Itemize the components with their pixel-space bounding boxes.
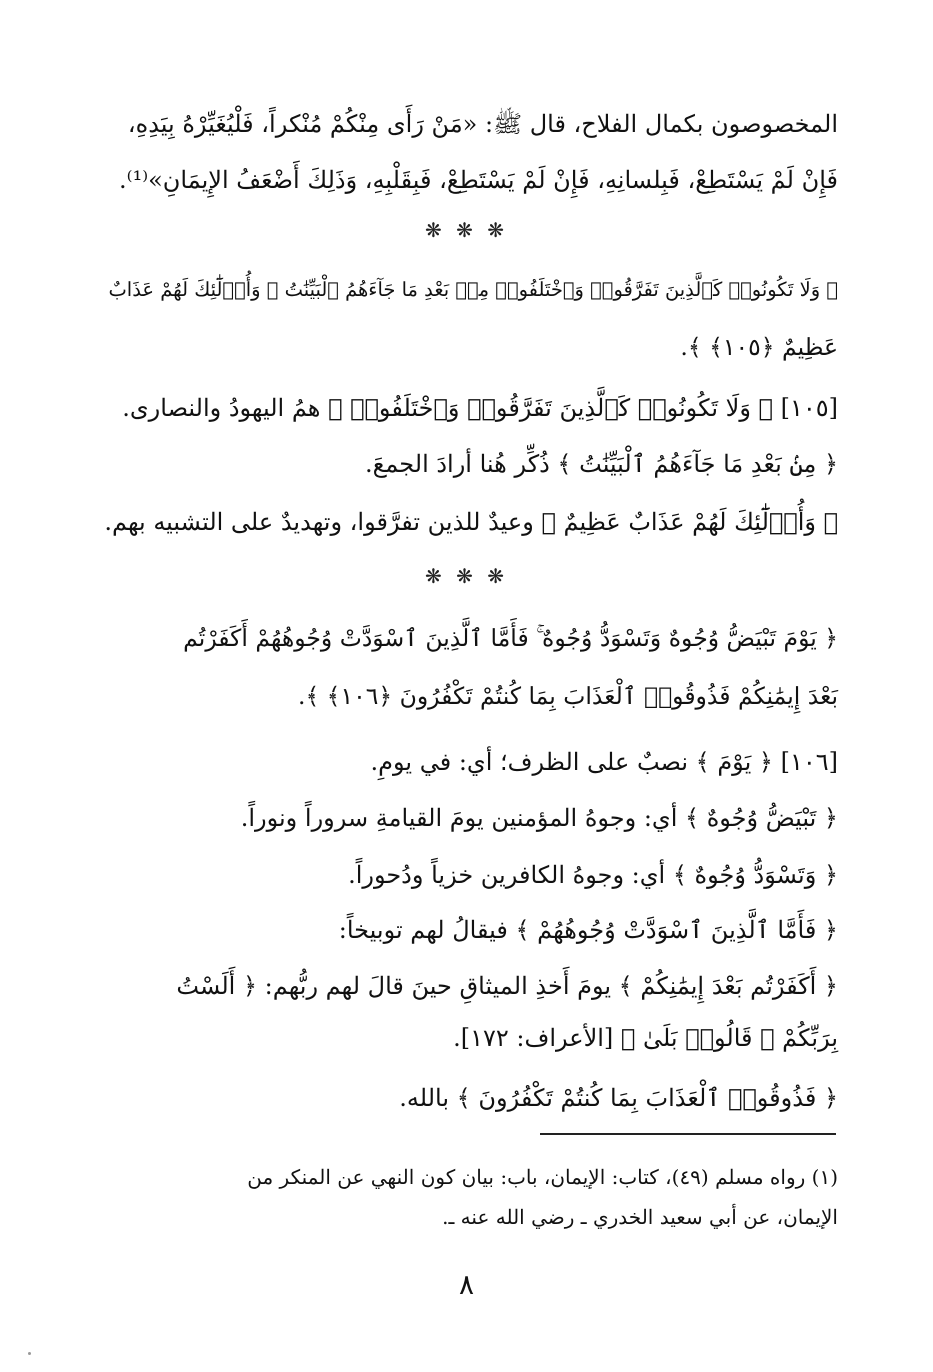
section-separator-2: ❋ ❋ ❋ <box>425 564 508 588</box>
page-number: ٨ <box>458 1268 475 1301</box>
section-separator-1: ❋ ❋ ❋ <box>425 218 508 242</box>
commentary-105-1: [١٠٥] ﴿ وَلَا تَكُونُوا۟ كَٱلَّذِينَ تَفَرَّقُوا۟ وَٱخْتَلَفُوا۟ ﴾ همُ اليهودُ والنصارى. <box>122 394 838 422</box>
commentary-106-3: ﴿ وَتَسْوَدُّ وُجُوهٌ ﴾ أي: وجوهُ الكافرين خزياً ودُحوراً. <box>348 861 838 889</box>
scan-speck <box>28 1352 31 1355</box>
text-line-2: فَإِنْ لَمْ يَسْتَطِعْ، فَبِلسانِهِ، فَإِنْ لَمْ يَسْتَطِعْ، فَبِقَلْبِهِ، وَذَلِكَ أَضْعَفُ الإِيمَانِ»⁽¹⁾. <box>119 166 838 194</box>
commentary-106-6: بِرَبِّكُمْ ۖ قَالُوا۟ بَلَىٰ ﴾ [الأعراف: ١٧٢]. <box>453 1024 838 1052</box>
footnote-line-1: (١) رواه مسلم (٤٩)، كتاب: الإيمان، باب: بيان كون النهي عن المنكر من <box>247 1165 838 1189</box>
verse-106-line-2: بَعْدَ إِيمَٰنِكُمْ فَذُوقُوا۟ ٱلْعَذَابَ بِمَا كُنتُمْ تَكْفُرُونَ ﴿١٠٦﴾ ﴾. <box>297 682 838 710</box>
text-line-1: المخصوصون بكمال الفلاح، قال ﷺ: «مَنْ رَأَى مِنْكُمْ مُنْكراً، فَلْيُغَيِّرْهُ بِيَدِهِ، <box>127 110 838 138</box>
footnote-rule <box>540 1133 836 1135</box>
commentary-106-7: ﴿ فَذُوقُوا۟ ٱلْعَذَابَ بِمَا كُنتُمْ تَكْفُرُونَ ﴾ بالله. <box>399 1084 838 1112</box>
footnote-line-2: الإيمان، عن أبي سعيد الخدري ـ رضي الله عنه ـ. <box>442 1205 838 1229</box>
commentary-105-3: ﴿ وَأُو۟لَٰٓئِكَ لَهُمْ عَذَابٌ عَظِيمٌ ﴾ وعيدٌ للذين تفرَّقوا، وتهديدٌ على التشبيه بهم. <box>104 508 838 536</box>
verse-105-line-1: ﴿ وَلَا تَكُونُوا۟ كَٱلَّذِينَ تَفَرَّقُوا۟ وَٱخْتَلَفُوا۟ مِنۢ بَعْدِ مَا جَآءَهُمُ ٱلْبَيِّنَٰتُ ۚ وَأُو۟لَٰٓئِكَ لَهُمْ عَذَابٌ <box>108 278 838 301</box>
commentary-106-2: ﴿ تَبْيَضُّ وُجُوهٌ ﴾ أي: وجوهُ المؤمنين يومَ القيامةِ سروراً ونوراً. <box>240 804 838 832</box>
commentary-105-2: ﴿ مِنۢ بَعْدِ مَا جَآءَهُمُ ٱلْبَيِّنَٰتُ ﴾ ذُكِّر هُنا أرادَ الجمعَ. <box>364 450 838 478</box>
commentary-106-1: [١٠٦] ﴿ يَوْمَ ﴾ نصبٌ على الظرف؛ أي: في يومِ. <box>370 748 838 776</box>
verse-106-line-1: ﴿ يَوْمَ تَبْيَضُّ وُجُوهٌ وَتَسْوَدُّ وُجُوهٌ ۚ فَأَمَّا ٱلَّذِينَ ٱسْوَدَّتْ وُجُوهُهُمْ أَكَفَرْتُم <box>183 624 838 652</box>
verse-105-line-2: عَظِيمٌ ﴿١٠٥﴾ ﴾. <box>680 333 838 361</box>
commentary-106-5: ﴿ أَكَفَرْتُم بَعْدَ إِيمَٰنِكُمْ ﴾ يومَ أَخذِ الميثاقِ حينَ قالَ لهم ربُّهم: ﴿ أَلَسْتُ <box>176 972 838 1000</box>
commentary-106-4: ﴿ فَأَمَّا ٱلَّذِينَ ٱسْوَدَّتْ وُجُوهُهُمْ ﴾ فيقالُ لهم توبيخاً: <box>338 916 838 944</box>
